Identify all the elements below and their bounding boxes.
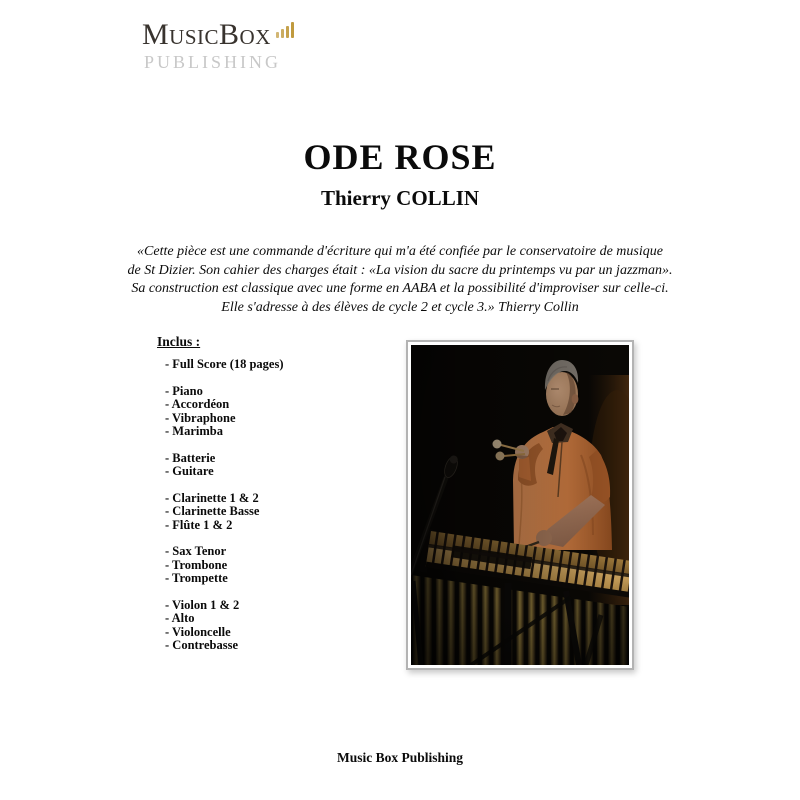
include-item: - Accordéon [165, 397, 230, 411]
include-item: - Piano [165, 383, 203, 398]
logo-wordmark: MusicBox [142, 18, 271, 51]
publisher-logo [142, 18, 294, 73]
quote-line: Elle s'adresse à des élèves de cycle 2 et cycle 3.» Thierry Collin [221, 299, 579, 315]
include-item: - Alto [165, 611, 195, 625]
include-group [157, 358, 402, 372]
include-group [157, 545, 402, 586]
include-item: - Violoncelle [165, 624, 231, 639]
page-title: ODE ROSE [303, 137, 497, 177]
soundbars-icon [276, 22, 294, 38]
include-item: - Clarinette Basse [165, 504, 260, 518]
logo-subtitle: PUBLISHING [144, 52, 282, 72]
include-group [157, 492, 402, 533]
include-item: - Clarinette 1 & 2 [165, 490, 259, 505]
include-item: - Vibraphone [165, 410, 236, 425]
include-item: - Sax Tenor [165, 544, 227, 558]
include-group [157, 452, 402, 479]
quote-line: «Cette pièce est une commande d'écriture qui m'a été confiée par le conservatoire de musique [137, 244, 663, 259]
include-group [157, 599, 402, 653]
include-item: - Violon 1 & 2 [165, 597, 240, 612]
composer-name: Thierry COLLIN [320, 186, 480, 210]
footer-text: Music Box Publishing [336, 750, 464, 765]
description-quote [0, 243, 800, 317]
musician-photo [406, 340, 634, 670]
include-item: - Marimba [165, 424, 223, 438]
vibraphone-player-illustration [411, 345, 629, 665]
include-group [157, 385, 402, 439]
include-item: - Batterie [165, 450, 216, 465]
include-item: - Trombone [165, 557, 228, 572]
include-item: - Contrebasse [165, 638, 239, 652]
includes-groups [157, 358, 402, 653]
includes-list [157, 334, 402, 666]
include-item: - Flûte 1 & 2 [165, 517, 233, 532]
quote-line: de St Dizier. Son cahier des charges était : «La vision du sacre du printemps vu par un jazzman». [127, 262, 673, 278]
include-item: - Full Score (18 pages) [165, 357, 284, 371]
include-item: - Trompette [165, 571, 228, 585]
quote-line: Sa construction est classique avec une forme en AABA et la possibilité d'improviser sur celle-ci. [131, 281, 669, 296]
includes-heading: Inclus : [157, 334, 201, 349]
include-item: - Guitare [165, 464, 214, 478]
